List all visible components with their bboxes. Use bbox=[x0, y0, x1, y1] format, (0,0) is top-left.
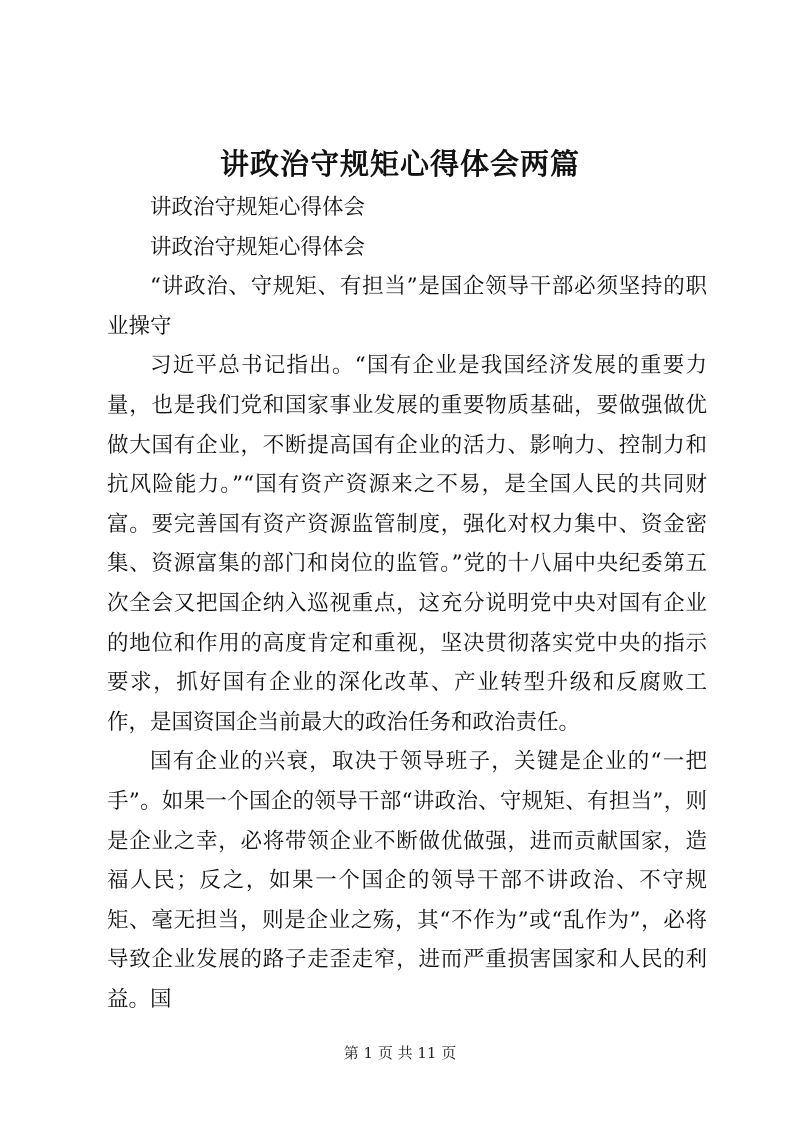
paragraph-leadership: 国有企业的兴衰，取决于领导班子，关键是企业的“一把手”。如果一个国企的领导干部“讲政治、守规矩、有担当”，则是企业之幸，必将带领企业不断做优做强，进而贡献国家，造福人民；反之，如果一个国企的领导干部不讲政治、不守规矩、毫无担当，则是企业之殇，其“不作为”或“乱作为”，必将导致企业发展的路子走歪走窄，进而严重损害国家和人民的利益。国 bbox=[107, 749, 707, 1012]
document-title: 讲政治守规矩心得体会两篇 bbox=[219, 147, 580, 181]
paragraph-intro: “讲政治、守规矩、有担当”是国企领导干部必须坚持的职业操守 bbox=[107, 274, 707, 339]
paragraph-subtitle-1: 讲政治守规矩心得体会 bbox=[150, 195, 366, 220]
page-number: 第 1 页 共 11 页 bbox=[343, 1044, 457, 1062]
document-body bbox=[107, 188, 707, 1019]
paragraph-subtitle-2: 讲政治守规矩心得体会 bbox=[150, 234, 366, 260]
paragraph-quote: 习近平总书记指出。“国有企业是我国经济发展的重要力量，也是我们党和国家事业发展的重要物质基础，要做强做优做大国有企业，不断提高国有企业的活力、影响力、控制力和抗风险能力。”“国有资产资源来之不易，是全国人民的共同财富。要完善国有资产资源监管制度，强化对权力集中、资金密集、资源富集的部门和岗位的监管。”党的十八届中央纪委第五次全会又把国企纳入巡视重点，这充分说明党中央对国有企业的地位和作用的高度肯定和重视，坚决贯彻落实党中央的指示要求，抓好国有企业的深化改革、产业转型升级和反腐败工作，是国资国企当前最大的政治任务和政治责任。 bbox=[107, 353, 707, 735]
